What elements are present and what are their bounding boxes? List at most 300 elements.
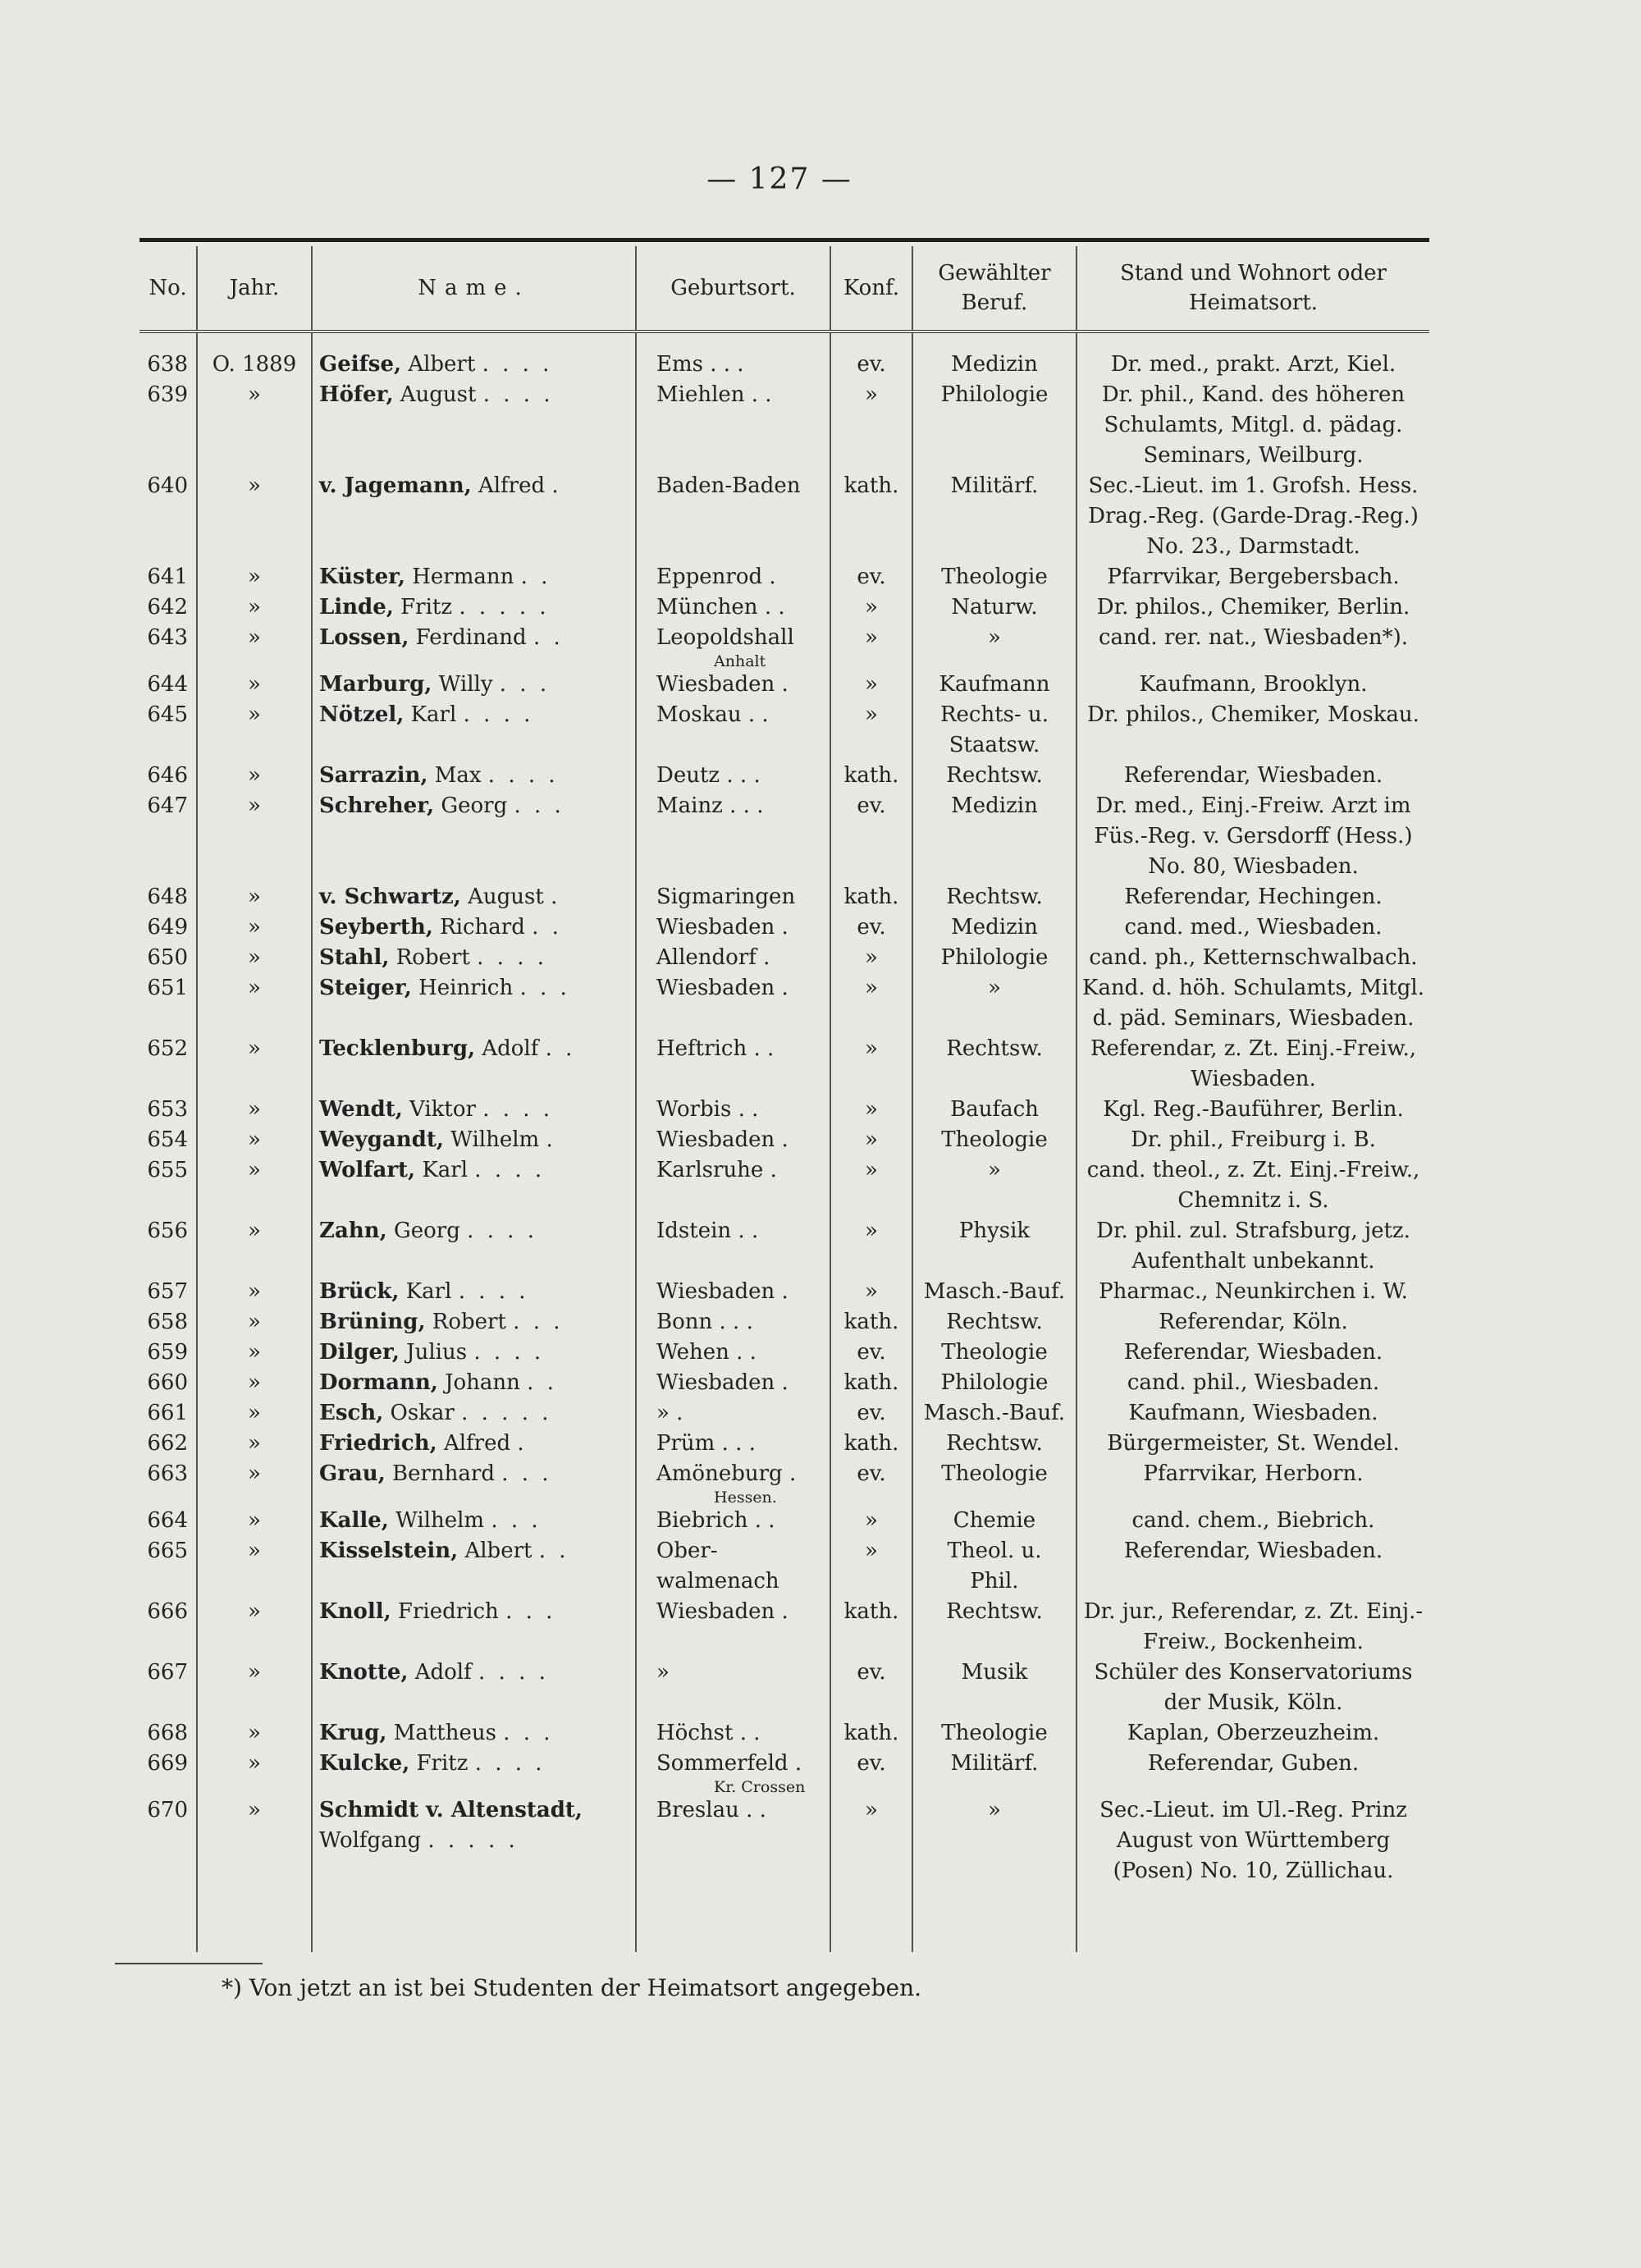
row-number: 648: [147, 885, 188, 909]
row-geburtsort: [636, 943, 830, 973]
row-number: 663: [147, 1461, 188, 1486]
row-number: 668: [147, 1721, 188, 1745]
birthplace: Amöneburg .: [656, 1461, 797, 1486]
leader-dots: . . .: [505, 1599, 556, 1624]
birthplace: Worbis . .: [656, 1097, 759, 1122]
table-row: [139, 1216, 1429, 1277]
surname: Friedrich,: [319, 1431, 437, 1456]
row-jahr: »: [197, 1155, 312, 1216]
row-name: [312, 1277, 636, 1307]
row-jahr: »: [197, 1095, 312, 1125]
surname: Linde,: [319, 595, 394, 620]
birthplace: Sigmaringen: [656, 885, 796, 909]
surname: v. Jagemann,: [319, 473, 472, 498]
row-stand: Referendar, Wiesbaden.: [1076, 761, 1429, 791]
given-name: Alfred: [478, 473, 546, 498]
surname: Lossen,: [319, 625, 409, 650]
header-jahr: Jahr.: [197, 246, 312, 332]
surname: Dilger,: [319, 1340, 400, 1365]
row-stand: Dr. phil. zul. Strafsburg, jetz. Aufenthalt unbekannt.: [1076, 1216, 1429, 1277]
given-name: Fritz: [416, 1751, 469, 1776]
given-name: Mattheus: [393, 1721, 496, 1745]
birthplace: Breslau . .: [656, 1798, 766, 1822]
row-jahr: »: [197, 1718, 312, 1749]
table-row: [139, 882, 1429, 912]
row-name: [312, 1216, 636, 1277]
row-number: 651: [147, 976, 188, 1000]
table-row: [139, 1277, 1429, 1307]
surname: Dormann,: [319, 1370, 438, 1395]
table-row: [139, 623, 1429, 670]
row-stand: Referendar, Wiesbaden.: [1076, 1337, 1429, 1368]
given-name: Wolfgang: [319, 1828, 422, 1853]
surname: Knotte,: [319, 1660, 409, 1685]
given-name: Bernhard: [391, 1461, 495, 1486]
table-row: [139, 1398, 1429, 1429]
row-name: [312, 912, 636, 943]
birthplace-region: Hessen.: [714, 1488, 777, 1507]
row-beruf: Rechts- u. Staatsw.: [912, 700, 1076, 761]
row-stand: Referendar, Guben.: [1076, 1749, 1429, 1795]
surname: Höfer,: [319, 382, 394, 407]
row-beruf: Baufach: [912, 1095, 1076, 1125]
row-konf: »: [830, 380, 912, 471]
leader-dots: .: [546, 1127, 556, 1152]
row-konf: ev.: [830, 1398, 912, 1429]
leader-dots: . .: [533, 625, 564, 650]
row-number: 666: [147, 1599, 188, 1624]
row-stand: cand. med., Wiesbaden.: [1076, 912, 1429, 943]
row-konf: »: [830, 700, 912, 761]
row-name: [312, 1398, 636, 1429]
row-jahr: »: [197, 1307, 312, 1337]
surname: Nötzel,: [319, 702, 405, 727]
given-name: Albert: [464, 1539, 533, 1563]
birthplace: Eppenrod .: [656, 565, 776, 589]
row-konf: ev.: [830, 350, 912, 380]
row-beruf: Theologie: [912, 1337, 1076, 1368]
row-geburtsort: [636, 1597, 830, 1658]
row-name: [312, 700, 636, 761]
row-geburtsort: [636, 1459, 830, 1506]
leader-dots: . .: [538, 1539, 569, 1563]
row-stand: Referendar, Wiesbaden.: [1076, 1536, 1429, 1597]
given-name: Adolf: [414, 1660, 472, 1685]
row-beruf: Theologie: [912, 1718, 1076, 1749]
row-beruf: Naturw.: [912, 592, 1076, 623]
birthplace: Prüm . . .: [656, 1431, 756, 1456]
row-beruf: Rechtsw.: [912, 882, 1076, 912]
given-name: Friedrich: [397, 1599, 499, 1624]
leader-dots: . . . .: [458, 1279, 529, 1304]
table-row: [139, 943, 1429, 973]
given-name: Alfred: [443, 1431, 511, 1456]
birthplace: Sommerfeld .: [656, 1751, 802, 1776]
row-jahr: »: [197, 380, 312, 471]
row-name: [312, 791, 636, 882]
row-number: 644: [147, 672, 188, 697]
row-jahr: »: [197, 912, 312, 943]
birthplace: »: [656, 1660, 670, 1685]
row-konf: »: [830, 973, 912, 1034]
row-beruf: Medizin: [912, 791, 1076, 882]
birthplace: Wiesbaden .: [656, 915, 789, 940]
row-geburtsort: [636, 1536, 830, 1597]
row-name: [312, 350, 636, 380]
row-konf: »: [830, 1506, 912, 1536]
row-beruf: Rechtsw.: [912, 1597, 1076, 1658]
leader-dots: .: [517, 1431, 528, 1456]
row-number: 661: [147, 1401, 188, 1425]
birthplace: Idstein . .: [656, 1219, 759, 1243]
row-konf: »: [830, 1795, 912, 1886]
row-geburtsort: [636, 1749, 830, 1795]
table-row: [139, 1368, 1429, 1398]
birthplace: Karlsruhe .: [656, 1158, 777, 1182]
birthplace: Wiesbaden .: [656, 1127, 789, 1152]
surname: Steiger,: [319, 976, 412, 1000]
row-stand: Kaufmann, Brooklyn.: [1076, 670, 1429, 700]
row-stand: Dr. med., prakt. Arzt, Kiel.: [1076, 350, 1429, 380]
row-stand: Pfarrvikar, Herborn.: [1076, 1459, 1429, 1506]
row-number: 670: [147, 1798, 188, 1822]
row-name: [312, 1095, 636, 1125]
row-geburtsort: [636, 1216, 830, 1277]
row-geburtsort: [636, 670, 830, 700]
given-name: Julius: [406, 1340, 468, 1365]
birthplace: Ems . . .: [656, 352, 744, 377]
given-name: Georg: [441, 793, 508, 818]
row-jahr: »: [197, 791, 312, 882]
row-konf: ev.: [830, 1749, 912, 1795]
row-jahr: O. 1889: [197, 350, 312, 380]
table-row: [139, 1429, 1429, 1459]
given-name: Wilhelm: [450, 1127, 540, 1152]
leader-dots: . . .: [501, 1461, 552, 1486]
birthplace: Wiesbaden .: [656, 976, 789, 1000]
row-geburtsort: [636, 592, 830, 623]
row-name: [312, 562, 636, 592]
given-name: Georg: [393, 1219, 460, 1243]
leader-dots: . . .: [513, 1310, 564, 1334]
row-number: 647: [147, 793, 188, 818]
row-stand: Dr. philos., Chemiker, Berlin.: [1076, 592, 1429, 623]
row-stand: Pharmac., Neunkirchen i. W.: [1076, 1277, 1429, 1307]
table-row: [139, 1095, 1429, 1125]
birthplace-region: Anhalt: [714, 652, 766, 670]
row-number: 667: [147, 1660, 188, 1685]
table-row: [139, 1536, 1429, 1597]
given-name: Albert: [408, 352, 476, 377]
table-body: [139, 332, 1429, 1952]
row-number: 658: [147, 1310, 188, 1334]
row-geburtsort: [636, 1337, 830, 1368]
header-stand: Stand und Wohnort oder Heimatsort.: [1076, 246, 1429, 332]
header-row: [139, 246, 1429, 332]
row-number: 660: [147, 1370, 188, 1395]
row-number: 656: [147, 1219, 188, 1243]
row-geburtsort: [636, 380, 830, 471]
row-konf: ev.: [830, 562, 912, 592]
row-name: [312, 1459, 636, 1506]
row-beruf: Philologie: [912, 943, 1076, 973]
table-row: [139, 1749, 1429, 1795]
surname: Sarrazin,: [319, 763, 428, 788]
row-jahr: »: [197, 1506, 312, 1536]
row-name: [312, 761, 636, 791]
leader-dots: . . .: [514, 793, 565, 818]
row-name: [312, 1795, 636, 1886]
row-name: [312, 1368, 636, 1398]
birthplace: Wiesbaden .: [656, 1599, 789, 1624]
row-konf: »: [830, 1277, 912, 1307]
given-name: Fritz: [400, 595, 453, 620]
birthplace: Allendorf .: [656, 945, 770, 970]
given-name: Viktor: [409, 1097, 476, 1122]
row-number: 653: [147, 1097, 188, 1122]
row-stand: Kand. d. höh. Schulamts, Mitgl. d. päd. Seminars, Wiesbaden.: [1076, 973, 1429, 1034]
row-beruf: Theologie: [912, 1125, 1076, 1155]
surname: Weygandt,: [319, 1127, 444, 1152]
surname: Seyberth,: [319, 915, 433, 940]
surname: Schreher,: [319, 793, 435, 818]
leader-dots: . . . . .: [427, 1828, 519, 1853]
row-name: [312, 1429, 636, 1459]
table-row: [139, 1597, 1429, 1658]
birthplace: Wiesbaden .: [656, 1370, 789, 1395]
row-konf: »: [830, 592, 912, 623]
birthplace: Leopoldshall: [656, 625, 794, 650]
table-row: [139, 380, 1429, 471]
row-konf: »: [830, 1216, 912, 1277]
surname: Kisselstein,: [319, 1539, 459, 1563]
table-row: [139, 562, 1429, 592]
leader-dots: . . . . .: [459, 595, 550, 620]
row-jahr: »: [197, 1216, 312, 1277]
row-geburtsort: [636, 1155, 830, 1216]
row-name: [312, 1307, 636, 1337]
given-name: Max: [434, 763, 482, 788]
row-stand: cand. phil., Wiesbaden.: [1076, 1368, 1429, 1398]
row-number: 639: [147, 382, 188, 407]
row-geburtsort: [636, 1795, 830, 1886]
header-beruf: Gewählter Beruf.: [912, 246, 1076, 332]
row-number: 657: [147, 1279, 188, 1304]
surname: Brück,: [319, 1279, 400, 1304]
surname: Brüning,: [319, 1310, 426, 1334]
birthplace: Miehlen . .: [656, 382, 772, 407]
birthplace: Wehen . .: [656, 1340, 757, 1365]
row-name: [312, 943, 636, 973]
row-jahr: »: [197, 973, 312, 1034]
row-geburtsort: [636, 912, 830, 943]
row-stand: Kgl. Reg.-Bauführer, Berlin.: [1076, 1095, 1429, 1125]
row-geburtsort: [636, 761, 830, 791]
row-konf: kath.: [830, 1597, 912, 1658]
table-row: [139, 471, 1429, 562]
row-jahr: »: [197, 761, 312, 791]
leader-dots: . . . .: [482, 382, 554, 407]
header-no: No.: [139, 246, 197, 332]
row-jahr: »: [197, 1368, 312, 1398]
row-geburtsort: [636, 562, 830, 592]
row-geburtsort: [636, 1034, 830, 1095]
row-beruf: Philologie: [912, 380, 1076, 471]
row-jahr: »: [197, 670, 312, 700]
row-jahr: »: [197, 943, 312, 973]
row-geburtsort: [636, 791, 830, 882]
row-name: [312, 1597, 636, 1658]
row-beruf: Musik: [912, 1658, 1076, 1718]
row-jahr: »: [197, 623, 312, 670]
row-name: [312, 1155, 636, 1216]
row-konf: »: [830, 943, 912, 973]
row-jahr: »: [197, 1749, 312, 1795]
row-jahr: »: [197, 1034, 312, 1095]
row-stand: Dr. phil., Kand. des höheren Schulamts, Mitgl. d. pädag. Seminars, Weilburg.: [1076, 380, 1429, 471]
row-konf: ev.: [830, 1459, 912, 1506]
top-rule: [139, 238, 1429, 242]
row-jahr: »: [197, 1795, 312, 1886]
row-jahr: »: [197, 1459, 312, 1506]
given-name: Robert: [432, 1310, 506, 1334]
surname: Schmidt v. Altenstadt,: [319, 1798, 583, 1822]
row-geburtsort: [636, 1718, 830, 1749]
row-konf: kath.: [830, 1718, 912, 1749]
table-row: [139, 912, 1429, 943]
row-stand: cand. rer. nat., Wiesbaden*).: [1076, 623, 1429, 670]
row-beruf: »: [912, 1155, 1076, 1216]
row-number: 659: [147, 1340, 188, 1365]
surname: Küster,: [319, 565, 405, 589]
given-name: Oskar: [390, 1401, 455, 1425]
row-beruf: Rechtsw.: [912, 761, 1076, 791]
row-name: [312, 973, 636, 1034]
leader-dots: . .: [532, 915, 562, 940]
row-jahr: »: [197, 471, 312, 562]
given-name: Robert: [395, 945, 470, 970]
leader-dots: . . .: [491, 1508, 542, 1533]
row-stand: cand. theol., z. Zt. Einj.-Freiw., Chemnitz i. S.: [1076, 1155, 1429, 1216]
row-name: [312, 1125, 636, 1155]
row-konf: »: [830, 1125, 912, 1155]
table-row: [139, 761, 1429, 791]
row-stand: Sec.-Lieut. im 1. Grofsh. Hess. Drag.-Reg. (Garde-Drag.-Reg.) No. 23., Darmstadt.: [1076, 471, 1429, 562]
row-konf: »: [830, 1034, 912, 1095]
row-name: [312, 1034, 636, 1095]
row-konf: ev.: [830, 1337, 912, 1368]
row-konf: kath.: [830, 761, 912, 791]
row-konf: kath.: [830, 1307, 912, 1337]
row-beruf: Rechtsw.: [912, 1307, 1076, 1337]
row-beruf: Kaufmann: [912, 670, 1076, 700]
row-stand: Referendar, z. Zt. Einj.-Freiw., Wiesbaden.: [1076, 1034, 1429, 1095]
header-geburtsort: Geburtsort.: [636, 246, 830, 332]
row-name: [312, 882, 636, 912]
table-row: [139, 1658, 1429, 1718]
table-row: [139, 670, 1429, 700]
row-konf: ev.: [830, 1658, 912, 1718]
row-stand: Dr. philos., Chemiker, Moskau.: [1076, 700, 1429, 761]
row-beruf: Masch.-Bauf.: [912, 1277, 1076, 1307]
row-beruf: Theol. u. Phil.: [912, 1536, 1076, 1597]
leader-dots: . . . .: [474, 1751, 546, 1776]
surname: Grau,: [319, 1461, 386, 1486]
surname: Geifse,: [319, 352, 402, 377]
row-geburtsort: [636, 882, 830, 912]
row-name: [312, 623, 636, 670]
row-jahr: »: [197, 1398, 312, 1429]
table-row: [139, 1718, 1429, 1749]
student-register-table: [139, 246, 1429, 1952]
birthplace: Wiesbaden .: [656, 672, 789, 697]
row-number: 641: [147, 565, 188, 589]
table-row: [139, 1034, 1429, 1095]
row-beruf: Medizin: [912, 350, 1076, 380]
leader-dots: . . . .: [463, 702, 534, 727]
given-name: Karl: [422, 1158, 469, 1182]
table-row: [139, 973, 1429, 1034]
leader-dots: .: [551, 885, 561, 909]
row-geburtsort: [636, 1368, 830, 1398]
row-beruf: Masch.-Bauf.: [912, 1398, 1076, 1429]
row-geburtsort: [636, 1307, 830, 1337]
row-number: 650: [147, 945, 188, 970]
row-number: 664: [147, 1508, 188, 1533]
surname: Kulcke,: [319, 1751, 410, 1776]
row-stand: Dr. phil., Freiburg i. B.: [1076, 1125, 1429, 1155]
row-konf: kath.: [830, 1429, 912, 1459]
row-number: 654: [147, 1127, 188, 1152]
row-jahr: »: [197, 1337, 312, 1368]
surname: Stahl,: [319, 945, 390, 970]
leader-dots: . . . .: [474, 1158, 546, 1182]
row-number: 662: [147, 1431, 188, 1456]
row-konf: kath.: [830, 1368, 912, 1398]
surname: Wolfart,: [319, 1158, 416, 1182]
surname: Krug,: [319, 1721, 387, 1745]
row-beruf: Militärf.: [912, 471, 1076, 562]
row-geburtsort: [636, 1277, 830, 1307]
row-konf: »: [830, 623, 912, 670]
row-beruf: Chemie: [912, 1506, 1076, 1536]
birthplace: Baden-Baden: [656, 473, 801, 498]
row-geburtsort: [636, 973, 830, 1034]
leader-dots: . . . .: [487, 763, 559, 788]
row-geburtsort: [636, 1095, 830, 1125]
row-number: 665: [147, 1539, 188, 1563]
row-name: [312, 670, 636, 700]
leader-dots: . . . .: [482, 1097, 554, 1122]
table-row: [139, 592, 1429, 623]
given-name: August: [400, 382, 477, 407]
table-row: [139, 700, 1429, 761]
row-stand: Referendar, Hechingen.: [1076, 882, 1429, 912]
birthplace: München . .: [656, 595, 785, 620]
row-number: 646: [147, 763, 188, 788]
row-jahr: »: [197, 592, 312, 623]
row-name: [312, 1536, 636, 1597]
row-beruf: Philologie: [912, 1368, 1076, 1398]
row-beruf: Theologie: [912, 1459, 1076, 1506]
row-jahr: »: [197, 1125, 312, 1155]
given-name: Johann: [445, 1370, 520, 1395]
row-name: [312, 1337, 636, 1368]
given-name: Richard: [440, 915, 525, 940]
row-geburtsort: [636, 1658, 830, 1718]
row-beruf: Rechtsw.: [912, 1034, 1076, 1095]
row-konf: »: [830, 1155, 912, 1216]
